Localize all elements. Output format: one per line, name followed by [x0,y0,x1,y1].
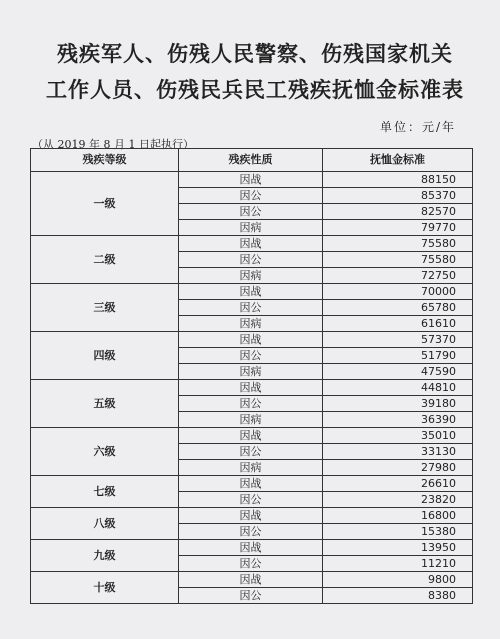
pension-amount-cell: 51790 [323,348,473,364]
table-row [31,540,473,556]
disability-nature-cell: 因公 [179,444,323,460]
document-title-line-1: 残疾军人、伤残人民警察、伤残国家机关 [57,41,453,66]
pension-amount-cell: 8380 [323,588,473,604]
disability-nature-cell: 因病 [179,460,323,476]
pension-amount-cell: 82570 [323,204,473,220]
disability-nature-cell: 因病 [179,316,323,332]
disability-nature-cell: 因战 [179,172,323,188]
pension-amount-cell: 44810 [323,380,473,396]
pension-amount-cell: 33130 [323,444,473,460]
pension-amount-cell: 35010 [323,428,473,444]
disability-nature-cell: 因病 [179,364,323,380]
pension-amount-cell: 57370 [323,332,473,348]
disability-nature-cell: 因公 [179,396,323,412]
disability-grade-cell: 八级 [31,508,179,540]
pension-amount-cell: 61610 [323,316,473,332]
table-row [31,172,473,188]
disability-grade-cell: 十级 [31,572,179,604]
pension-amount-cell: 23820 [323,492,473,508]
table-row [31,380,473,396]
pension-standard-table [30,148,473,604]
disability-nature-cell: 因公 [179,588,323,604]
pension-amount-cell: 9800 [323,572,473,588]
disability-grade-cell: 九级 [31,540,179,572]
pension-amount-cell: 72750 [323,268,473,284]
table-row [31,476,473,492]
disability-nature-cell: 因病 [179,268,323,284]
pension-amount-cell: 79770 [323,220,473,236]
disability-nature-cell: 因战 [179,284,323,300]
table-row [31,508,473,524]
disability-nature-cell: 因战 [179,380,323,396]
disability-nature-cell: 因战 [179,236,323,252]
pension-amount-cell: 75580 [323,236,473,252]
pension-amount-cell: 39180 [323,396,473,412]
document-title-line-2: 工作人员、伤残民兵民工残疾抚恤金标准表 [46,77,464,102]
disability-grade-cell: 七级 [31,476,179,508]
disability-nature-cell: 因病 [179,412,323,428]
pension-amount-cell: 65780 [323,300,473,316]
disability-grade-cell: 二级 [31,236,179,284]
pension-amount-cell: 16800 [323,508,473,524]
disability-nature-cell: 因公 [179,492,323,508]
disability-grade-cell: 六级 [31,428,179,476]
table-row [31,284,473,300]
disability-grade-cell: 一级 [31,172,179,236]
disability-nature-cell: 因公 [179,188,323,204]
pension-amount-cell: 85370 [323,188,473,204]
disability-nature-cell: 因公 [179,204,323,220]
disability-nature-cell: 因战 [179,476,323,492]
disability-nature-cell: 因战 [179,540,323,556]
table-row [31,332,473,348]
pension-amount-cell: 88150 [323,172,473,188]
disability-nature-cell: 因战 [179,428,323,444]
disability-nature-cell: 因公 [179,524,323,540]
table-row [31,572,473,588]
table-header-row [31,149,473,172]
table-body [31,172,473,604]
disability-nature-cell: 因战 [179,508,323,524]
disability-nature-cell: 因战 [179,572,323,588]
effective-date-note: （从 2019 年 8 月 1 日起执行） [32,138,194,151]
pension-amount-cell: 70000 [323,284,473,300]
pension-amount-cell: 11210 [323,556,473,572]
disability-grade-cell: 三级 [31,284,179,332]
disability-nature-cell: 因公 [179,252,323,268]
pension-amount-cell: 13950 [323,540,473,556]
disability-nature-cell: 因公 [179,556,323,572]
disability-grade-cell: 五级 [31,380,179,428]
header-disability-nature: 残疾性质 [179,149,323,172]
disability-grade-cell: 四级 [31,332,179,380]
disability-nature-cell: 因公 [179,300,323,316]
pension-amount-cell: 75580 [323,252,473,268]
table-row [31,428,473,444]
table-row [31,236,473,252]
pension-amount-cell: 15380 [323,524,473,540]
pension-amount-cell: 26610 [323,476,473,492]
unit-label: 单位：元/年 [380,120,457,134]
disability-nature-cell: 因公 [179,348,323,364]
pension-amount-cell: 47590 [323,364,473,380]
header-disability-grade: 残疾等级 [31,149,179,172]
header-pension-standard: 抚恤金标准 [323,149,473,172]
disability-nature-cell: 因病 [179,220,323,236]
pension-amount-cell: 36390 [323,412,473,428]
pension-amount-cell: 27980 [323,460,473,476]
disability-nature-cell: 因战 [179,332,323,348]
